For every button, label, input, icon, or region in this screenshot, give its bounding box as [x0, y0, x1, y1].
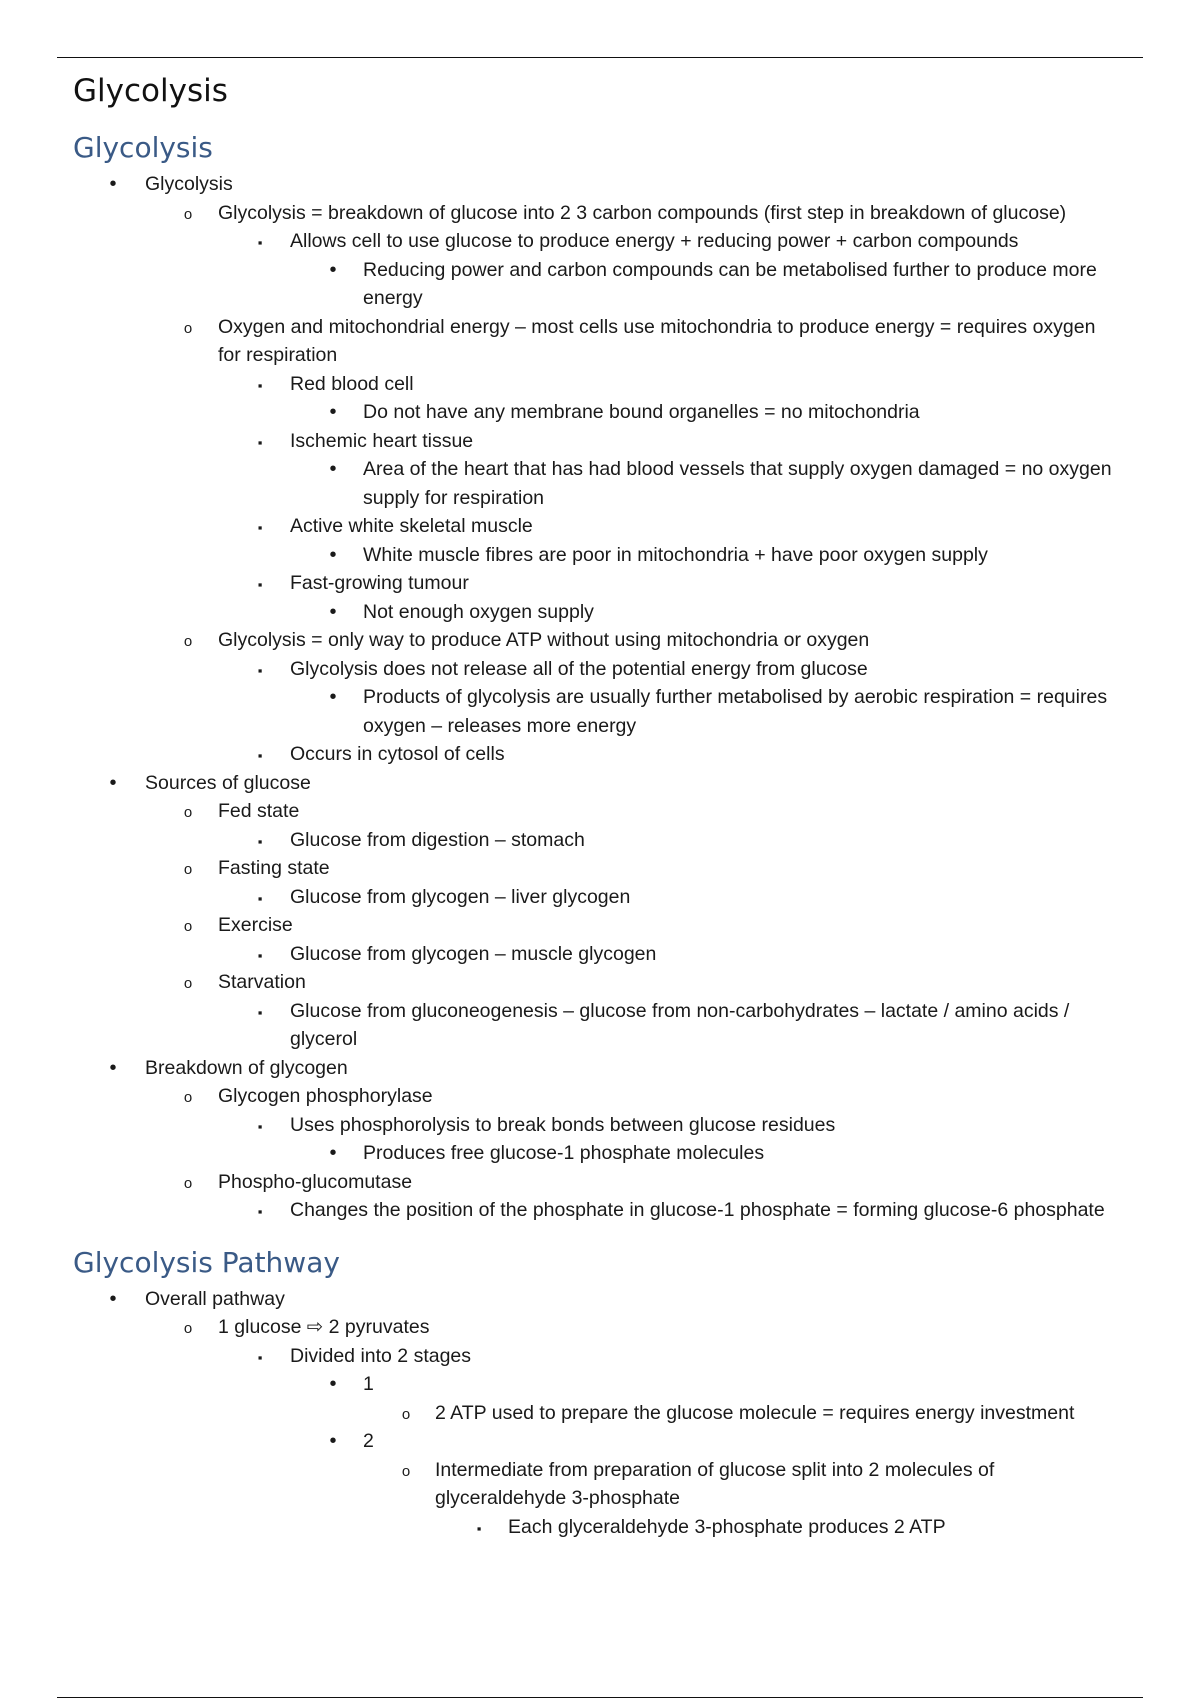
circle-bullet-icon	[399, 1399, 413, 1430]
list-item	[73, 1285, 1123, 1314]
disc-bullet-icon	[106, 1054, 120, 1083]
square-bullet-icon	[253, 883, 267, 914]
list-item-text: Glucose from glycogen – liver glycogen	[290, 885, 631, 908]
list-item-text: White muscle fibres are poor in mitochondria + have poor oxygen supply	[363, 543, 988, 566]
outline-list-glycolysis-pathway	[73, 1285, 1123, 1542]
bottom-rule	[57, 1697, 1143, 1698]
top-rule	[57, 57, 1143, 58]
disc-bullet-icon	[106, 1285, 120, 1314]
list-item	[73, 997, 1123, 1054]
square-bullet-icon	[472, 1513, 486, 1544]
list-item	[73, 797, 1123, 826]
list-item-text: Each glyceraldehyde 3-phosphate produces 2 ATP	[508, 1515, 946, 1538]
circle-bullet-icon	[181, 968, 195, 999]
list-item-text: Overall pathway	[145, 1287, 285, 1310]
circle-bullet-icon	[181, 911, 195, 942]
circle-bullet-icon	[181, 626, 195, 657]
square-bullet-icon	[253, 427, 267, 458]
list-item	[73, 170, 1123, 199]
list-item	[73, 1342, 1123, 1371]
list-item-text: Fast-growing tumour	[290, 572, 469, 594]
list-item-text: Glycolysis = only way to produce ATP without using mitochondria or oxygen	[218, 629, 870, 651]
square-bullet-icon	[253, 569, 267, 600]
list-item	[73, 427, 1123, 456]
list-item	[73, 1111, 1123, 1140]
disc-bullet-icon	[326, 398, 340, 427]
list-item-text: Starvation	[218, 971, 306, 993]
disc-bullet-icon	[326, 455, 340, 484]
list-item	[73, 1139, 1123, 1168]
list-item	[73, 541, 1123, 570]
circle-bullet-icon	[181, 1313, 195, 1344]
list-item-text: Ischemic heart tissue	[290, 429, 474, 452]
list-item-text: Red blood cell	[290, 372, 414, 395]
list-item	[73, 598, 1123, 627]
list-item	[73, 1054, 1123, 1083]
list-item-text: Exercise	[218, 914, 293, 936]
section-heading-glycolysis-pathway: Glycolysis Pathway	[73, 1245, 340, 1279]
list-item-text: Uses phosphorolysis to break bonds between glucose residues	[290, 1113, 836, 1136]
list-item-text: Breakdown of glycogen	[145, 1056, 348, 1079]
square-bullet-icon	[253, 512, 267, 543]
list-item-text: Glucose from digestion – stomach	[290, 828, 585, 851]
list-item-text: Intermediate from preparation of glucose split into 2 molecules of glyceraldehyde 3-phosphate	[435, 1458, 995, 1509]
list-item-text: 1 glucose ⇨ 2 pyruvates	[218, 1316, 430, 1338]
list-item	[73, 769, 1123, 798]
list-item-text: Not enough oxygen supply	[363, 600, 594, 623]
list-item-text: Reducing power and carbon compounds can be metabolised further to produce more energy	[363, 258, 1097, 309]
list-item-text: Phospho-glucomutase	[218, 1170, 413, 1193]
list-item	[73, 1313, 1123, 1342]
list-item-text: Sources of glucose	[145, 771, 311, 794]
list-item	[73, 455, 1123, 512]
list-item-text: Divided into 2 stages	[290, 1344, 472, 1367]
list-item	[73, 370, 1123, 399]
list-item-text: Fed state	[218, 800, 300, 822]
disc-bullet-icon	[326, 598, 340, 627]
list-item	[73, 512, 1123, 541]
list-item-text: Glucose from glycogen – muscle glycogen	[290, 942, 657, 965]
list-item-text: 2 ATP used to prepare the glucose molecule = requires energy investment	[435, 1401, 1075, 1424]
list-item	[73, 1513, 1123, 1542]
square-bullet-icon	[253, 740, 267, 771]
list-item	[73, 1196, 1123, 1225]
list-item	[73, 854, 1123, 883]
disc-bullet-icon	[106, 170, 120, 199]
document-title: Glycolysis	[73, 73, 228, 109]
list-item-text: Changes the position of the phosphate in glucose-1 phosphate = forming glucose-6 phosphate	[290, 1199, 1105, 1221]
list-item	[73, 569, 1123, 598]
list-item-text: Produces free glucose-1 phosphate molecules	[363, 1142, 765, 1164]
list-item-text: Products of glycolysis are usually further metabolised by aerobic respiration = requires oxygen – releases more energy	[363, 686, 1108, 737]
list-item	[73, 826, 1123, 855]
list-item	[73, 940, 1123, 969]
square-bullet-icon	[253, 655, 267, 686]
list-item	[73, 227, 1123, 256]
list-item	[73, 655, 1123, 684]
square-bullet-icon	[253, 1111, 267, 1142]
square-bullet-icon	[253, 227, 267, 258]
circle-bullet-icon	[181, 313, 195, 344]
disc-bullet-icon	[326, 1427, 340, 1456]
list-item	[73, 1370, 1123, 1399]
square-bullet-icon	[253, 997, 267, 1028]
outline-list-glycolysis	[73, 170, 1123, 1225]
list-item	[73, 1082, 1123, 1111]
list-item-text: Glycolysis = breakdown of glucose into 2 3 carbon compounds (first step in breakdown of glucose)	[218, 201, 1067, 224]
list-item-text: Glycolysis	[145, 173, 233, 195]
circle-bullet-icon	[181, 854, 195, 885]
list-item	[73, 683, 1123, 740]
list-item-text: Fasting state	[218, 857, 330, 879]
list-item	[73, 626, 1123, 655]
list-item	[73, 1456, 1123, 1513]
list-item	[73, 740, 1123, 769]
square-bullet-icon	[253, 1196, 267, 1227]
disc-bullet-icon	[326, 541, 340, 570]
list-item	[73, 1168, 1123, 1197]
list-item-text: Do not have any membrane bound organelles = no mitochondria	[363, 401, 920, 423]
circle-bullet-icon	[181, 1168, 195, 1199]
list-item-text: Active white skeletal muscle	[290, 515, 533, 537]
list-item	[73, 398, 1123, 427]
list-item	[73, 313, 1123, 370]
list-item	[73, 256, 1123, 313]
disc-bullet-icon	[326, 256, 340, 285]
list-item	[73, 911, 1123, 940]
document-body	[73, 66, 1123, 1541]
disc-bullet-icon	[326, 683, 340, 712]
list-item	[73, 199, 1123, 228]
list-item-text: Allows cell to use glucose to produce energy + reducing power + carbon compounds	[290, 230, 1019, 252]
section-heading-glycolysis: Glycolysis	[73, 131, 213, 164]
circle-bullet-icon	[399, 1456, 413, 1487]
list-item	[73, 1399, 1123, 1428]
circle-bullet-icon	[181, 199, 195, 230]
disc-bullet-icon	[326, 1139, 340, 1168]
square-bullet-icon	[253, 826, 267, 857]
list-item-text: 2	[363, 1430, 374, 1452]
list-item	[73, 1427, 1123, 1456]
list-item-text: Glucose from gluconeogenesis – glucose from non-carbohydrates – lactate / amino acids / glycerol	[290, 999, 1070, 1050]
list-item-text: Glycogen phosphorylase	[218, 1085, 433, 1107]
list-item-text: 1	[363, 1373, 374, 1395]
list-item-text: Glycolysis does not release all of the potential energy from glucose	[290, 657, 868, 680]
list-item-text: Area of the heart that has had blood vessels that supply oxygen damaged = no oxygen supply for respiration	[363, 458, 1112, 509]
disc-bullet-icon	[326, 1370, 340, 1399]
list-item-text: Occurs in cytosol of cells	[290, 743, 505, 765]
list-item	[73, 968, 1123, 997]
list-item-text: Oxygen and mitochondrial energy – most cells use mitochondria to produce energy = requires oxygen for respiration	[218, 315, 1096, 366]
square-bullet-icon	[253, 1342, 267, 1373]
disc-bullet-icon	[106, 769, 120, 798]
square-bullet-icon	[253, 940, 267, 971]
circle-bullet-icon	[181, 797, 195, 828]
circle-bullet-icon	[181, 1082, 195, 1113]
square-bullet-icon	[253, 370, 267, 401]
list-item	[73, 883, 1123, 912]
